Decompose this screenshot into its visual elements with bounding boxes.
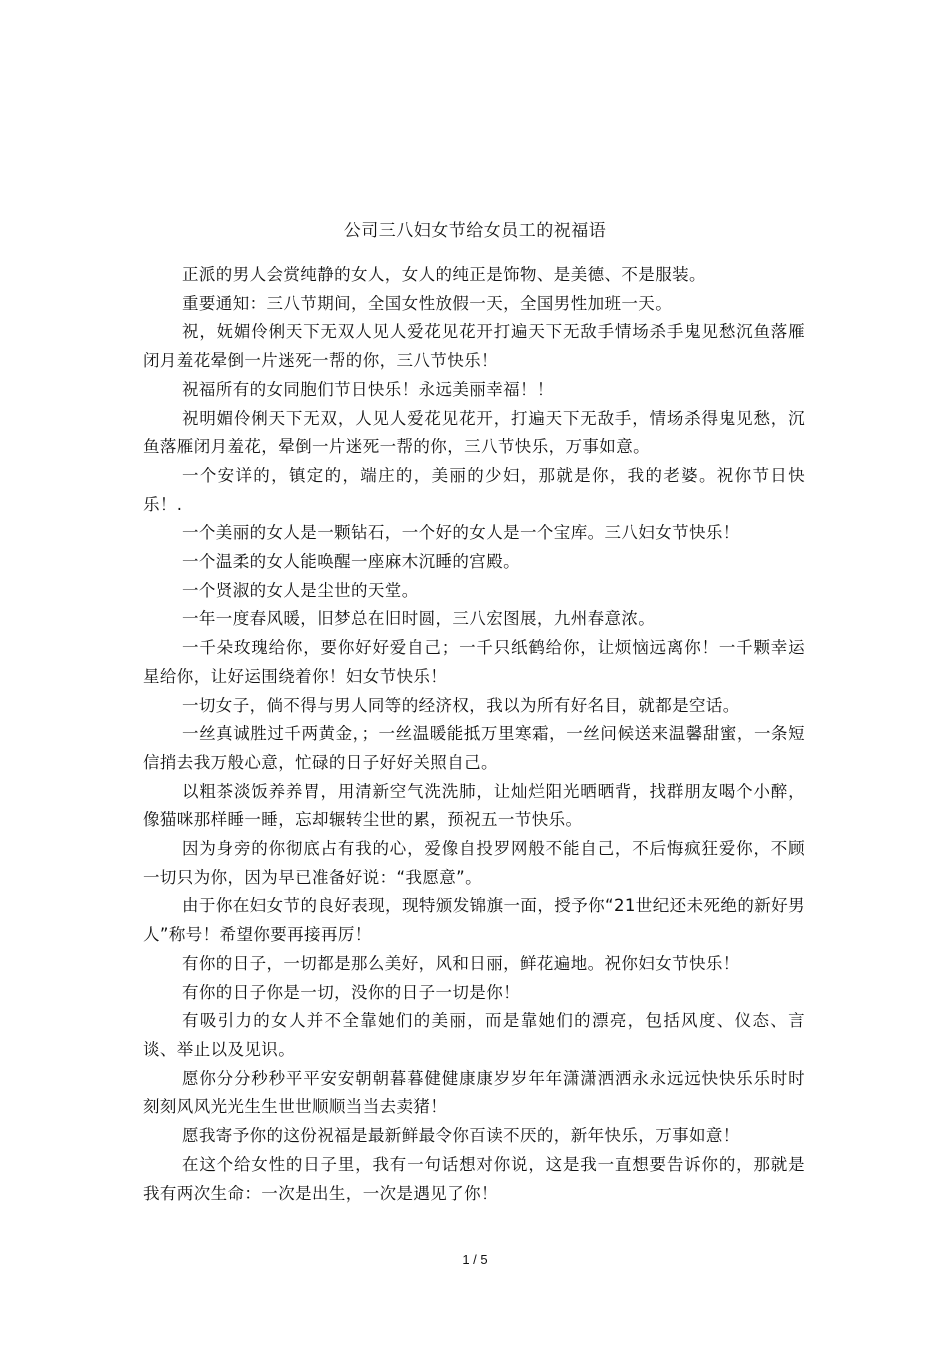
document-title: 公司三八妇女节给女员工的祝福语	[343, 221, 607, 241]
page-number: 1 / 5	[462, 1252, 488, 1267]
paragraph: 祝明媚伶俐天下无双，人见人爱花见花开，打遍天下无敌手，情场杀得鬼见愁，沉鱼落雁闭月羞花，晕倒一片迷死一帮的你，三八节快乐，万事如意。	[143, 408, 805, 457]
paragraph: 祝，妩媚伶俐天下无双人见人爱花见花开打遍天下无敌手情场杀手鬼见愁沉鱼落雁闭月羞花晕倒一片迷死一帮的你，三八节快乐！	[143, 322, 805, 371]
paragraph: 一个温柔的女人能唤醒一座麻木沉睡的宫殿。	[182, 552, 520, 572]
paragraph: 有你的日子你是一切，没你的日子一切是你！	[182, 982, 520, 1002]
paragraph: 以粗茶淡饭养养胃，用清新空气洗洗肺，让灿烂阳光晒晒背，找群朋友喝个小醉，像猫咪那样睡一睡，忘却辗转尘世的累，预祝五一节快乐。	[143, 781, 805, 830]
document-body	[143, 261, 805, 1208]
paragraph: 愿我寄予你的这份祝福是最新鲜最令你百读不厌的，新年快乐，万事如意！	[182, 1126, 740, 1146]
paragraph: 一千朵玫瑰给你，要你好好爱自己；一千只纸鹤给你，让烦恼远离你！一千颗幸运星给你，让好运围绕着你！妇女节快乐！	[143, 638, 805, 686]
paragraph: 在这个给女性的日子里，我有一句话想对你说，这是我一直想要告诉你的，那就是我有两次生命：一次是出生，一次是遇见了你！	[143, 1154, 805, 1203]
paragraph: 愿你分分秒秒平平安安朝朝暮暮健健康康岁岁年年潇潇洒洒永永远远快快乐乐时时刻刻风风光光生生世世顺顺当当去卖猪！	[143, 1068, 805, 1117]
paragraph: 一个美丽的女人是一颗钻石，一个好的女人是一个宝库。三八妇女节快乐！	[182, 523, 740, 543]
paragraph: 因为身旁的你彻底占有我的心，爱像自投罗网般不能自己，不后悔疯狂爱你，不顾一切只为你，因为早已准备好说：“我愿意”。	[143, 839, 805, 887]
paragraph: 正派的男人会赏纯静的女人，女人的纯正是饰物、是美德、不是服装。	[182, 265, 706, 284]
paragraph: 有吸引力的女人并不全靠她们的美丽，而是靠她们的漂亮，包括风度、仪态、言谈、举止以及见识。	[143, 1011, 805, 1059]
paragraph: 有你的日子，一切都是那么美好，风和日丽，鲜花遍地。祝你妇女节快乐！	[182, 953, 740, 973]
paragraph: 一个贤淑的女人是尘世的天堂。	[182, 580, 419, 600]
paragraph: 一个安详的，镇定的，端庄的，美丽的少妇，那就是你，我的老婆。祝你节日快乐！.	[143, 465, 805, 514]
paragraph: 一丝真诚胜过千两黄金，；一丝温暖能抵万里寒霜，一丝问候送来温馨甜蜜，一条短信捎去我万般心意，忙碌的日子好好关照自己。	[143, 724, 805, 772]
paragraph: 由于你在妇女节的良好表现，现特颁发锦旗一面，授予你“21世纪还未死绝的新好男人”称号！希望你要再接再厉！	[143, 896, 805, 945]
paragraph: 一年一度春风暖，旧梦总在旧时圆，三八宏图展，九州春意浓。	[182, 609, 656, 629]
paragraph: 一切女子，倘不得与男人同等的经济权，我以为所有好名目，就都是空话。	[182, 695, 740, 715]
paragraph: 祝福所有的女同胞们节日快乐！永远美丽幸福！！	[182, 379, 554, 399]
paragraph: 重要通知：三八节期间，全国女性放假一天，全国男性加班一天。	[182, 293, 673, 313]
